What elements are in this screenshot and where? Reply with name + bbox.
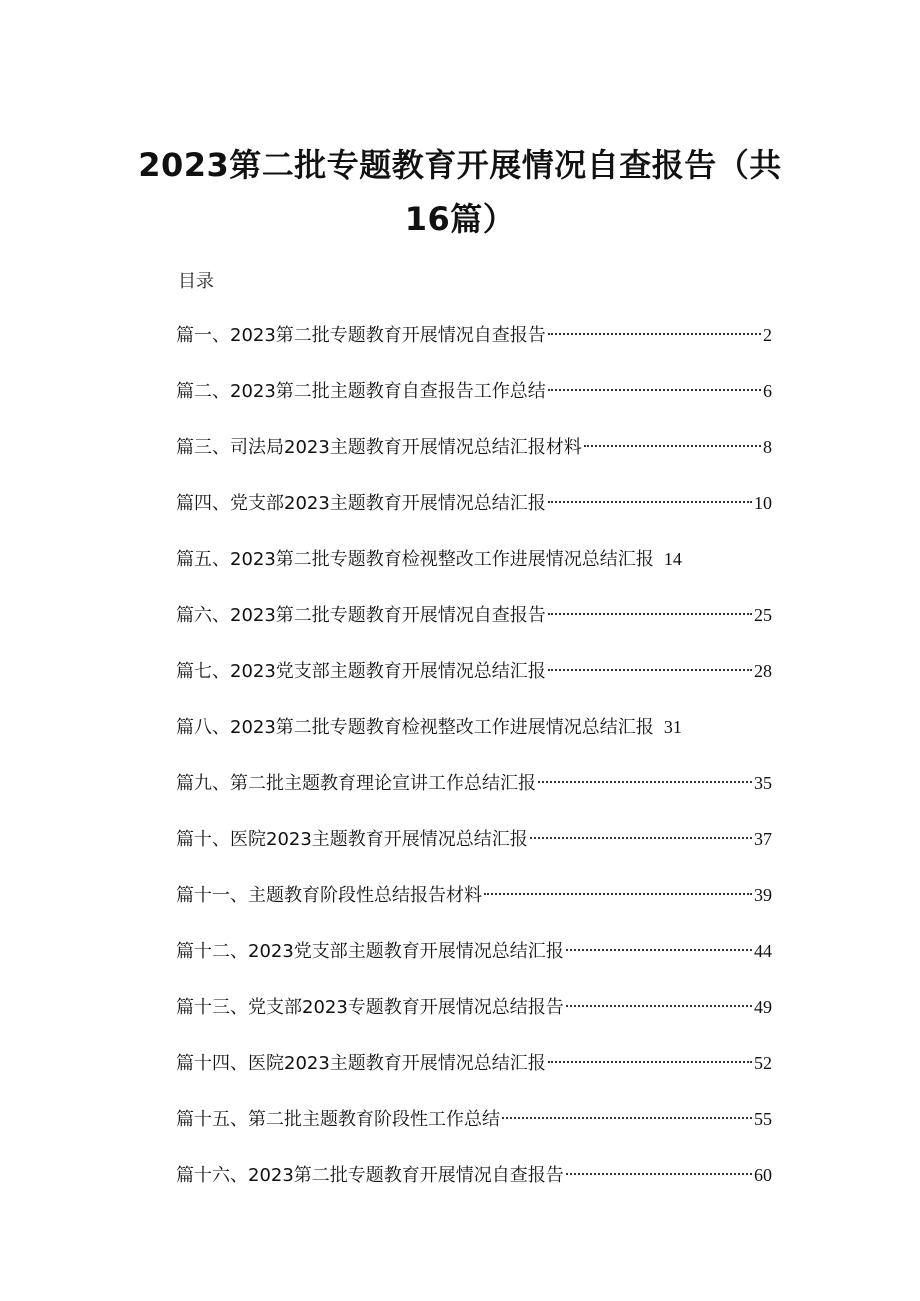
- toc-dot-leader: [530, 837, 752, 839]
- toc-entry[interactable]: [176, 768, 772, 824]
- toc-label: 目录: [178, 271, 214, 292]
- toc-entry-title: 篇二、2023第二批主题教育自查报告工作总结: [176, 381, 546, 402]
- toc-dot-leader: [566, 1173, 752, 1175]
- toc-dot-leader: [548, 669, 752, 671]
- title-line-2: 16篇）: [404, 200, 516, 238]
- toc-entry-page-number: 8: [763, 437, 772, 457]
- toc-entry[interactable]: [176, 712, 772, 768]
- toc-entry-title: 篇十、医院2023主题教育开展情况总结汇报: [176, 829, 528, 850]
- toc-dot-leader: [538, 781, 752, 783]
- toc-entry-page-number: 25: [754, 605, 772, 625]
- toc-entry[interactable]: [176, 992, 772, 1048]
- toc-entry-title: 篇三、司法局2023主题教育开展情况总结汇报材料: [176, 437, 582, 458]
- toc-entry-title: 篇十四、医院2023主题教育开展情况总结汇报: [176, 1053, 546, 1074]
- toc-entry-page-number: 35: [754, 773, 772, 793]
- toc-entry[interactable]: [176, 432, 772, 488]
- toc-dot-leader: [566, 1005, 752, 1007]
- toc-dot-leader: [548, 501, 752, 503]
- toc-entry[interactable]: [176, 936, 772, 992]
- toc-entry-page-number: 49: [754, 997, 772, 1017]
- toc-dot-leader: [548, 1061, 752, 1063]
- toc-entry-title: 篇十二、2023党支部主题教育开展情况总结汇报: [176, 941, 564, 962]
- toc-entry-title: 篇十六、2023第二批专题教育开展情况自查报告: [176, 1165, 564, 1186]
- toc-entry-page-number: 60: [754, 1165, 772, 1185]
- toc-entry[interactable]: [176, 376, 772, 432]
- toc-entry-page-number: 44: [754, 941, 772, 961]
- toc-dot-leader: [548, 333, 761, 335]
- toc-dot-leader: [548, 613, 752, 615]
- toc-dot-leader: [502, 1117, 752, 1119]
- toc-entry-page-number: 39: [754, 885, 772, 905]
- toc-entry-title: 篇七、2023党支部主题教育开展情况总结汇报: [176, 661, 546, 682]
- toc-entry-title: 篇一、2023第二批专题教育开展情况自查报告: [176, 325, 546, 346]
- toc-entry-title: 篇十一、主题教育阶段性总结报告材料: [176, 885, 482, 906]
- toc-dot-leader: [548, 389, 761, 391]
- toc-dot-leader: [584, 445, 761, 447]
- toc-entry[interactable]: [176, 488, 772, 544]
- toc-entry-title: 篇八、2023第二批专题教育检视整改工作进展情况总结汇报: [176, 717, 654, 738]
- toc-entry-page-number: 28: [754, 661, 772, 681]
- toc-entry-page-number: 10: [754, 493, 772, 513]
- toc-entry[interactable]: [176, 824, 772, 880]
- toc-entry-page-number: 14: [663, 549, 682, 569]
- toc-entry-title: 篇十三、党支部2023专题教育开展情况总结报告: [176, 997, 564, 1018]
- toc-entry[interactable]: [176, 880, 772, 936]
- toc-entry-page-number: 52: [754, 1053, 772, 1073]
- toc-entry-page-number: 2: [763, 325, 772, 345]
- toc-entry-title: 篇十五、第二批主题教育阶段性工作总结: [176, 1109, 500, 1130]
- toc-entry-title: 篇四、党支部2023主题教育开展情况总结汇报: [176, 493, 546, 514]
- title-line-1: 2023第二批专题教育开展情况自查报告（共: [138, 146, 782, 184]
- toc-entry[interactable]: [176, 1048, 772, 1104]
- toc-entry-page-number: 55: [754, 1109, 772, 1129]
- toc-entry[interactable]: [176, 600, 772, 656]
- document-title: [120, 138, 800, 246]
- toc-entry-page-number: 37: [754, 829, 772, 849]
- toc-entry-page-number: 6: [763, 381, 772, 401]
- toc-entry-title: 篇六、2023第二批专题教育开展情况自查报告: [176, 605, 546, 626]
- toc-entry-page-number: 31: [663, 717, 682, 737]
- toc-entry[interactable]: [176, 1160, 772, 1216]
- toc-dot-leader: [484, 893, 752, 895]
- toc-entry[interactable]: [176, 544, 772, 600]
- toc-entry[interactable]: [176, 320, 772, 376]
- toc-entry-title: 篇九、第二批主题教育理论宣讲工作总结汇报: [176, 773, 536, 794]
- toc-entry-title: 篇五、2023第二批专题教育检视整改工作进展情况总结汇报: [176, 549, 654, 570]
- toc-dot-leader: [566, 949, 752, 951]
- table-of-contents: [176, 320, 772, 1216]
- toc-entry[interactable]: [176, 1104, 772, 1160]
- toc-entry[interactable]: [176, 656, 772, 712]
